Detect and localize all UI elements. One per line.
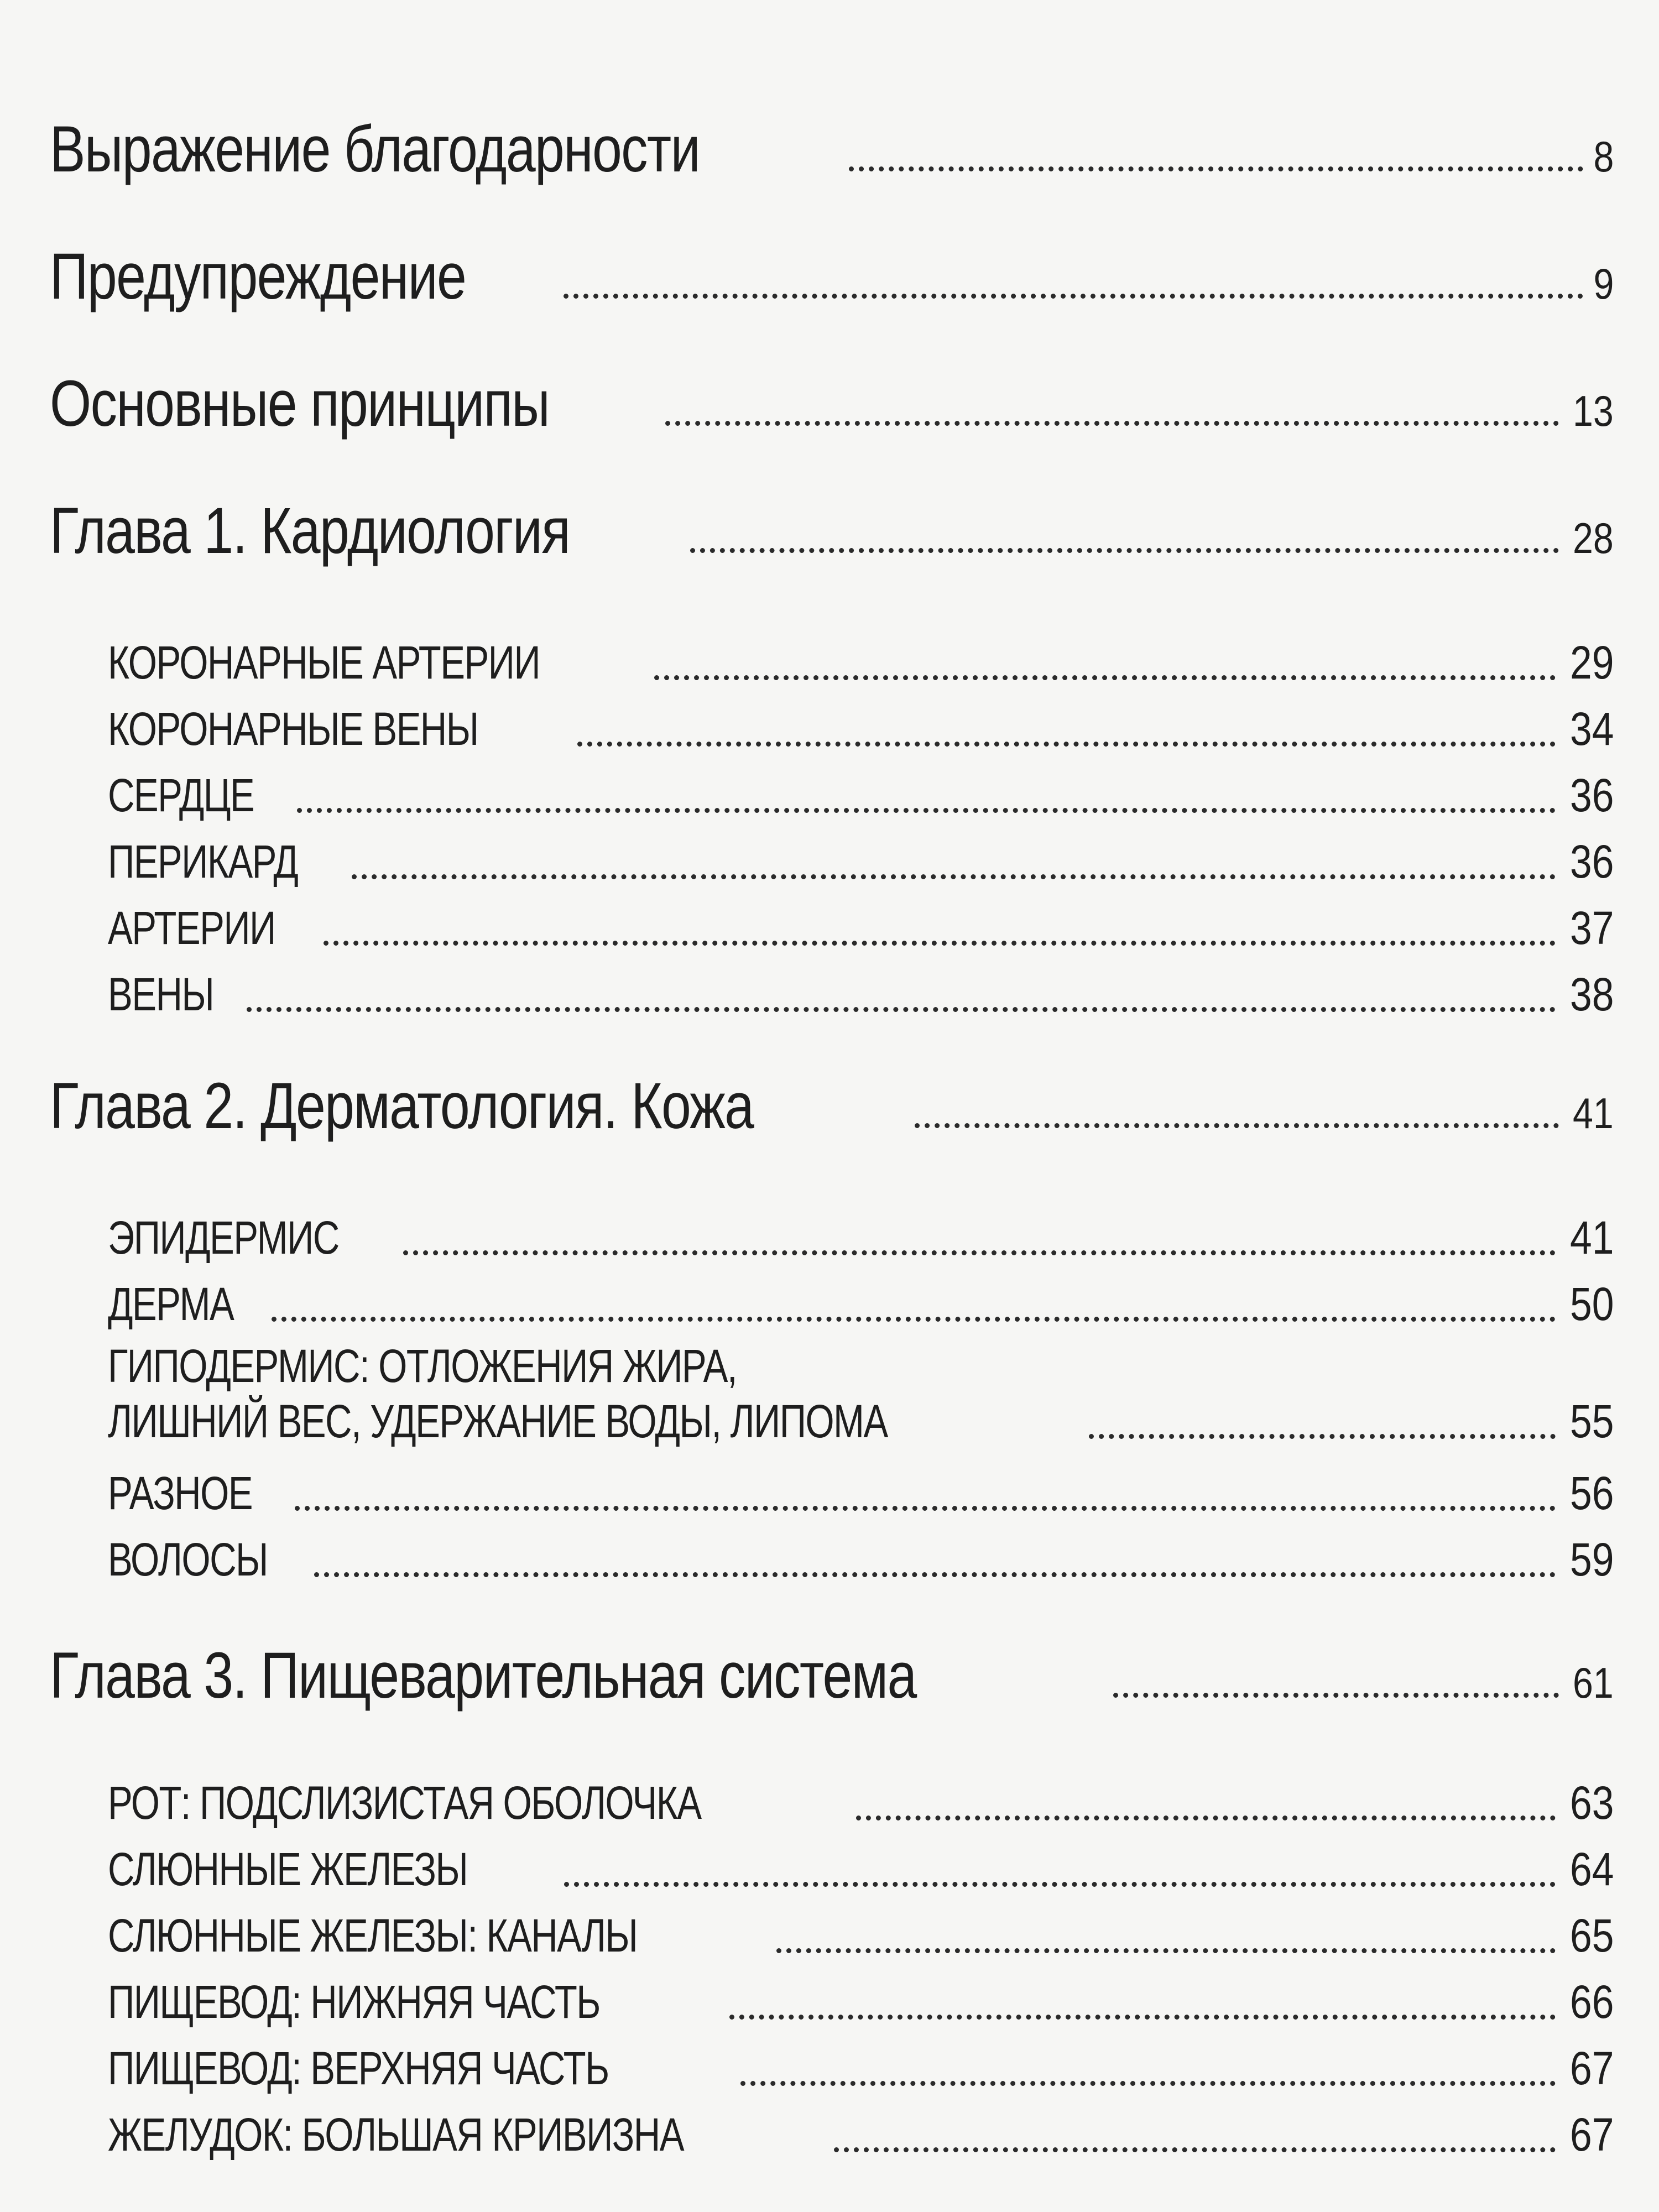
toc-entry-salivary-glands[interactable] <box>0 1841 1659 1897</box>
toc-leader-dots <box>740 2081 1556 2086</box>
toc-entry-page: 64 <box>1569 1843 1614 1895</box>
toc-entry-title: Глава 1. Кардиология <box>50 494 570 567</box>
toc-leader-dots <box>729 2015 1555 2020</box>
toc-entry-title: КОРОНАРНЫЕ АРТЕРИИ <box>108 637 540 688</box>
toc-entry-chapter-1[interactable] <box>0 492 1659 570</box>
toc-leader-dots <box>776 1948 1556 1953</box>
toc-leader-dots <box>314 1572 1555 1577</box>
toc-entry-title-line-1: ГИПОДЕРМИС: ОТЛОЖЕНИЯ ЖИРА, <box>108 1340 737 1392</box>
toc-entry-page: 8 <box>1593 132 1614 181</box>
toc-entry-hair[interactable] <box>0 1532 1659 1587</box>
toc-entry-page: 36 <box>1569 836 1614 888</box>
toc-entry-chapter-3[interactable] <box>0 1637 1659 1714</box>
toc-entry-title: ВЕНЫ <box>108 968 214 1020</box>
toc-leader-dots <box>564 1882 1556 1887</box>
toc-entry-chapter-2[interactable] <box>0 1067 1659 1145</box>
toc-entry-page: 41 <box>1573 1089 1614 1138</box>
toc-entry-title: Выражение благодарности <box>50 113 700 186</box>
toc-entry-title: СЕРДЦЕ <box>108 769 254 821</box>
toc-entry-page: 50 <box>1569 1278 1614 1330</box>
toc-entry-acknowledgements[interactable] <box>0 111 1659 188</box>
toc-entry-title: ПЕРИКАРД <box>108 836 298 888</box>
toc-leader-dots <box>403 1250 1555 1255</box>
toc-entry-title: ЛИШНИЙ ВЕС, УДЕРЖАНИЕ ВОДЫ, ЛИПОМА <box>108 1395 888 1447</box>
toc-entry-esophagus-upper[interactable] <box>0 2041 1659 2096</box>
toc-entry-page: 41 <box>1569 1212 1614 1264</box>
toc-entry-coronary-arteries[interactable] <box>0 635 1659 690</box>
toc-entry-page: 67 <box>1569 2109 1614 2161</box>
toc-entry-title: СЛЮННЫЕ ЖЕЛЕЗЫ <box>108 1843 468 1895</box>
toc-leader-dots <box>654 675 1555 680</box>
toc-entry-title: Глава 2. Дерматология. Кожа <box>50 1070 754 1142</box>
toc-entry-hypodermis[interactable] <box>0 1394 1659 1449</box>
toc-entry-page: 36 <box>1569 769 1614 821</box>
toc-entry-title: ДЕРМА <box>108 1278 234 1330</box>
toc-entry-title: СЛЮННЫЕ ЖЕЛЕЗЫ: КАНАЛЫ <box>108 1910 638 1961</box>
toc-leader-dots <box>295 1506 1555 1511</box>
toc-entry-epidermis[interactable] <box>0 1210 1659 1265</box>
toc-entry-title: ПИЩЕВОД: НИЖНЯЯ ЧАСТЬ <box>108 1976 600 2028</box>
toc-leader-dots <box>577 742 1556 747</box>
toc-entry-arteries[interactable] <box>0 900 1659 956</box>
toc-entry-coronary-veins[interactable] <box>0 701 1659 757</box>
toc-entry-title: РАЗНОЕ <box>108 1467 253 1519</box>
toc-entry-pericardium[interactable] <box>0 834 1659 889</box>
toc-entry-salivary-ducts[interactable] <box>0 1908 1659 1963</box>
toc-entry-title: ВОЛОСЫ <box>108 1533 268 1585</box>
toc-entry-page: 66 <box>1569 1976 1614 2028</box>
toc-entry-title: Глава 3. Пищеварительная система <box>50 1639 916 1712</box>
toc-entry-mouth-submucosa[interactable] <box>0 1775 1659 1830</box>
toc-entry-page: 55 <box>1569 1395 1614 1447</box>
toc-entry-page: 13 <box>1573 387 1614 435</box>
toc-entry-basic-principles[interactable] <box>0 365 1659 442</box>
toc-entry-title: РОТ: ПОДСЛИЗИСТАЯ ОБОЛОЧКА <box>108 1777 701 1829</box>
toc-entry-title: КОРОНАРНЫЕ ВЕНЫ <box>108 703 478 755</box>
toc-leader-dots <box>247 1007 1555 1012</box>
toc-entry-page: 9 <box>1593 259 1614 308</box>
toc-entry-page: 65 <box>1569 1910 1614 1961</box>
toc-entry-page: 28 <box>1573 514 1614 562</box>
toc-entry-title: ПИЩЕВОД: ВЕРХНЯЯ ЧАСТЬ <box>108 2042 609 2094</box>
toc-entry-warning[interactable] <box>0 238 1659 315</box>
toc-leader-dots <box>1113 1693 1559 1698</box>
toc-leader-dots <box>915 1123 1559 1128</box>
toc-entry-title: Основные принципы <box>50 367 550 440</box>
toc-entry-page: 67 <box>1569 2042 1614 2094</box>
toc-entry-veins[interactable] <box>0 967 1659 1022</box>
toc-entry-hypodermis-line-1[interactable] <box>0 1338 1659 1394</box>
toc-leader-dots <box>1089 1434 1555 1439</box>
toc-entry-stomach-greater-curvature[interactable] <box>0 2107 1659 2162</box>
toc-entry-page: 63 <box>1569 1777 1614 1829</box>
toc-entry-miscellaneous[interactable] <box>0 1465 1659 1521</box>
toc-entry-page: 38 <box>1569 968 1614 1020</box>
toc-leader-dots <box>665 421 1559 426</box>
toc-entry-page: 29 <box>1569 637 1614 688</box>
toc-entry-page: 56 <box>1569 1467 1614 1519</box>
toc-entry-title: АРТЕРИИ <box>108 902 275 954</box>
toc-entry-page: 37 <box>1569 902 1614 954</box>
toc-leader-dots <box>856 1815 1556 1820</box>
toc-entry-title: ЖЕЛУДОК: БОЛЬШАЯ КРИВИЗНА <box>108 2109 684 2161</box>
toc-leader-dots <box>352 874 1556 879</box>
toc-leader-dots <box>272 1317 1556 1322</box>
toc-entry-title: ЭПИДЕРМИС <box>108 1212 339 1264</box>
toc-leader-dots <box>564 294 1583 299</box>
toc-leader-dots <box>849 166 1583 171</box>
toc-entry-page: 59 <box>1569 1533 1614 1585</box>
toc-entry-page: 34 <box>1569 703 1614 755</box>
toc-leader-dots <box>324 941 1555 946</box>
toc-entry-dermis[interactable] <box>0 1276 1659 1332</box>
toc-entry-title: Предупреждение <box>50 240 466 313</box>
toc-entry-page: 61 <box>1573 1658 1614 1707</box>
toc-leader-dots <box>690 548 1559 553</box>
toc-leader-dots <box>834 2147 1555 2152</box>
toc-entry-heart[interactable] <box>0 768 1659 823</box>
toc-leader-dots <box>297 808 1555 813</box>
toc-entry-esophagus-lower[interactable] <box>0 1974 1659 2030</box>
